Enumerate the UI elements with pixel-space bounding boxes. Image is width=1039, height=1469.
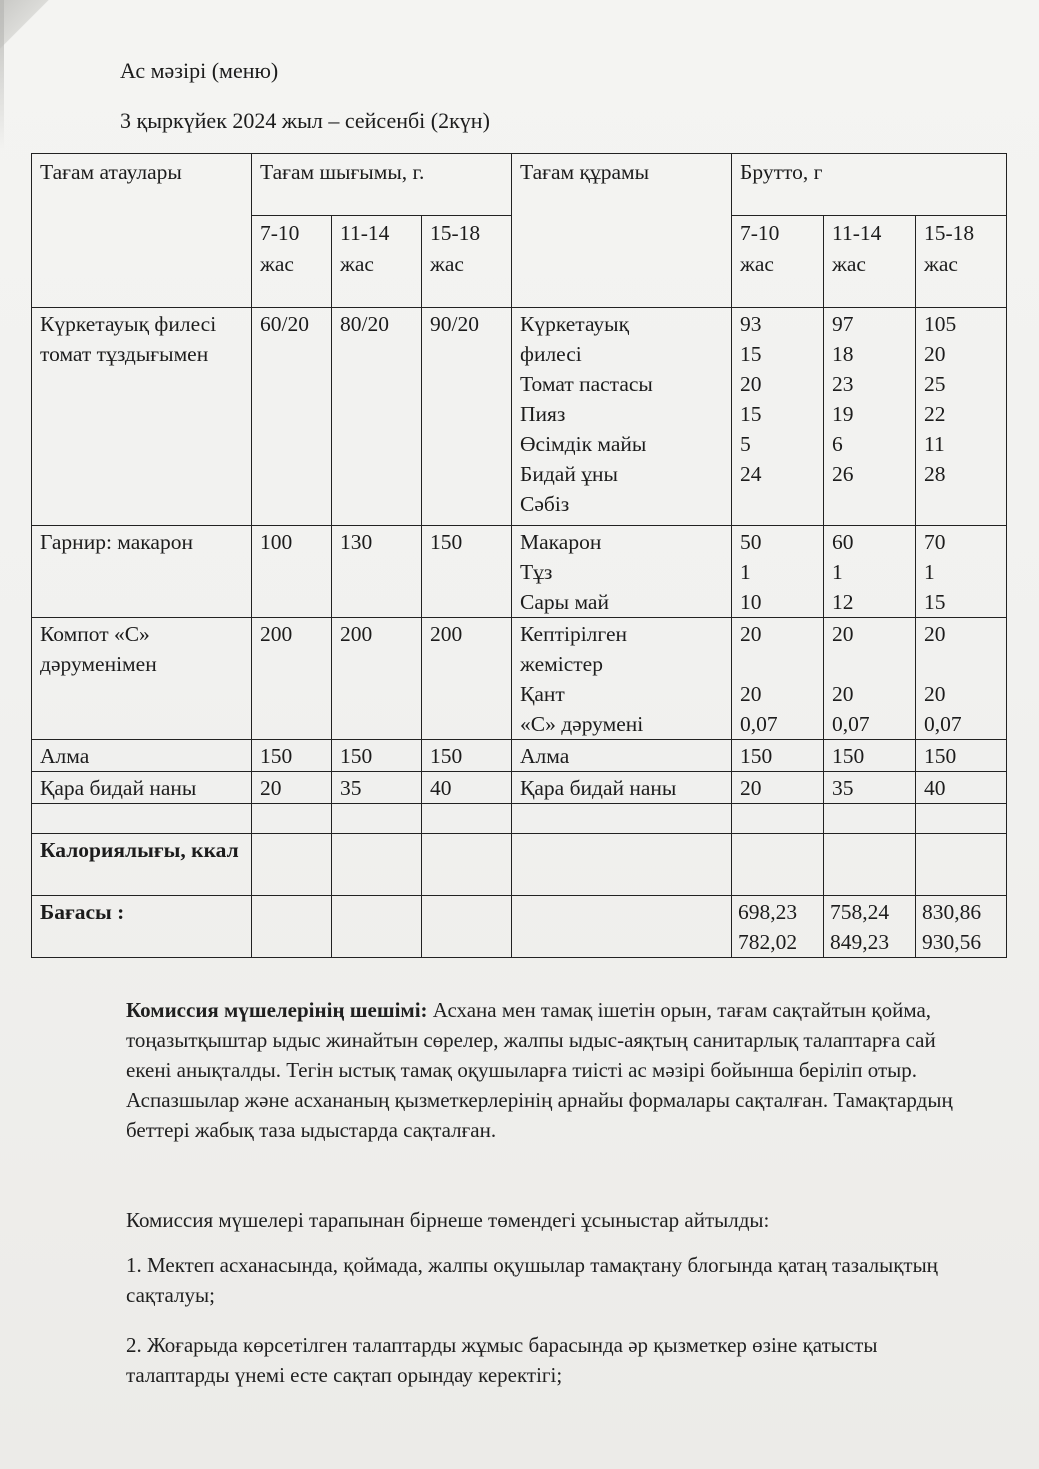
table-row <box>32 618 1007 740</box>
ingredient: Алма <box>512 740 732 772</box>
header-yield: Тағам шығымы, г. <box>252 154 512 216</box>
brutto-value: 20 <box>732 772 824 804</box>
dish-name: Гарнир: макарон <box>32 526 252 618</box>
ingredients-list: Макарон Тұз Сары май <box>512 526 732 618</box>
menu-date: 3 қыркүйек 2024 жыл – сейсенбі (2күн) <box>120 108 490 133</box>
decision-label: Комиссия мүшелерінің шешімі: <box>126 998 428 1022</box>
brutto-value: 40 <box>916 772 1007 804</box>
brutto-values: 50 1 10 <box>732 526 824 618</box>
calories-label: Калориялығы, ккал <box>32 834 252 896</box>
brutto-value: 150 <box>732 740 824 772</box>
dish-name: Компот «С» дәруменімен <box>32 618 252 740</box>
brutto-values: 20 20 0,07 <box>824 618 916 740</box>
yield-value: 200 <box>252 618 332 740</box>
yield-value: 80/20 <box>332 308 422 526</box>
brutto-age-15-18: 15-18 жас <box>916 216 1007 308</box>
yield-value: 100 <box>252 526 332 618</box>
brutto-value: 150 <box>824 740 916 772</box>
price-15-18: 830,86 930,56 <box>916 896 1007 958</box>
proposal-item-2: 2. Жоғарыда көрсетілген талаптарды жұмыс барасында әр қызметкер өзіне қатысты талаптарды үнемі есте сақтап орындау керектігі; <box>126 1333 878 1387</box>
brutto-age-7-10: 7-10 жас <box>732 216 824 308</box>
calories-row <box>32 834 1007 896</box>
proposals-intro: Комиссия мүшелері тарапынан бірнеше төмендегі ұсыныстар айтылды: <box>126 1208 770 1232</box>
header-dish-name: Тағам атаулары <box>32 154 252 308</box>
yield-value: 60/20 <box>252 308 332 526</box>
empty-row <box>32 804 1007 834</box>
brutto-values: 20 20 0,07 <box>732 618 824 740</box>
table-row <box>32 772 1007 804</box>
yield-value: 130 <box>332 526 422 618</box>
yield-value: 20 <box>252 772 332 804</box>
dish-name: Күркетауық филесі томат тұздығымен <box>32 308 252 526</box>
yield-value: 150 <box>252 740 332 772</box>
yield-value: 200 <box>422 618 512 740</box>
table-row <box>32 526 1007 618</box>
header-composition: Тағам құрамы <box>512 154 732 308</box>
decision-text: Асхана мен тамақ ішетін орын, тағам сақтайтын қойма, тоңазытқыштар ыдыс жинайтын сөрелер, жалпы ыдыс-аяқтың санитарлық талаптарға сай екені анықталды. Тегін ыстық тамақ оқушыларға тиісті ас мәзірі бойынша беріліп отыр. Аспазшылар және асхананың қызметкерлерінің арнайы формалары сақталған. Тамақтардың беттері жабық таза ыдыстарда сақталған. <box>126 998 953 1142</box>
table-row <box>32 740 1007 772</box>
yield-age-7-10: 7-10 жас <box>252 216 332 308</box>
brutto-value: 35 <box>824 772 916 804</box>
brutto-values: 93 15 20 15 5 24 <box>732 308 824 526</box>
table-row <box>32 308 1007 526</box>
menu-title: Ас мәзірі (меню) <box>120 58 279 83</box>
ingredient: Қара бидай наны <box>512 772 732 804</box>
price-11-14: 758,24 849,23 <box>824 896 916 958</box>
yield-value: 150 <box>422 526 512 618</box>
page-edge-shadow <box>0 0 4 150</box>
table-header-row <box>32 154 1007 216</box>
yield-value: 35 <box>332 772 422 804</box>
commission-decision <box>126 995 956 1145</box>
dish-name: Алма <box>32 740 252 772</box>
yield-value: 90/20 <box>422 308 512 526</box>
yield-value: 150 <box>422 740 512 772</box>
dish-name: Қара бидай наны <box>32 772 252 804</box>
brutto-values: 70 1 15 <box>916 526 1007 618</box>
brutto-values: 20 20 0,07 <box>916 618 1007 740</box>
ingredients-list: Кептірілген жемістер Қант «С» дәрумені <box>512 618 732 740</box>
brutto-values: 105 20 25 22 11 28 <box>916 308 1007 526</box>
brutto-age-11-14: 11-14 жас <box>824 216 916 308</box>
yield-value: 40 <box>422 772 512 804</box>
page-corner-shadow <box>0 0 60 60</box>
proposal-item-1: 1. Мектеп асханасында, қоймада, жалпы оқушылар тамақтану блогында қатаң тазалықтың сақталуы; <box>126 1253 938 1307</box>
yield-value: 150 <box>332 740 422 772</box>
yield-age-15-18: 15-18 жас <box>422 216 512 308</box>
ingredients-list: Күркетауық филесі Томат пастасы Пияз Өсімдік майы Бидай ұны Сәбіз <box>512 308 732 526</box>
menu-table <box>31 153 1007 958</box>
yield-value: 200 <box>332 618 422 740</box>
brutto-value: 150 <box>916 740 1007 772</box>
brutto-values: 60 1 12 <box>824 526 916 618</box>
yield-age-11-14: 11-14 жас <box>332 216 422 308</box>
price-7-10: 698,23 782,02 <box>732 896 824 958</box>
price-label: Бағасы : <box>32 896 252 958</box>
price-row <box>32 896 1007 958</box>
brutto-values: 97 18 23 19 6 26 <box>824 308 916 526</box>
header-brutto: Брутто, г <box>732 154 1007 216</box>
